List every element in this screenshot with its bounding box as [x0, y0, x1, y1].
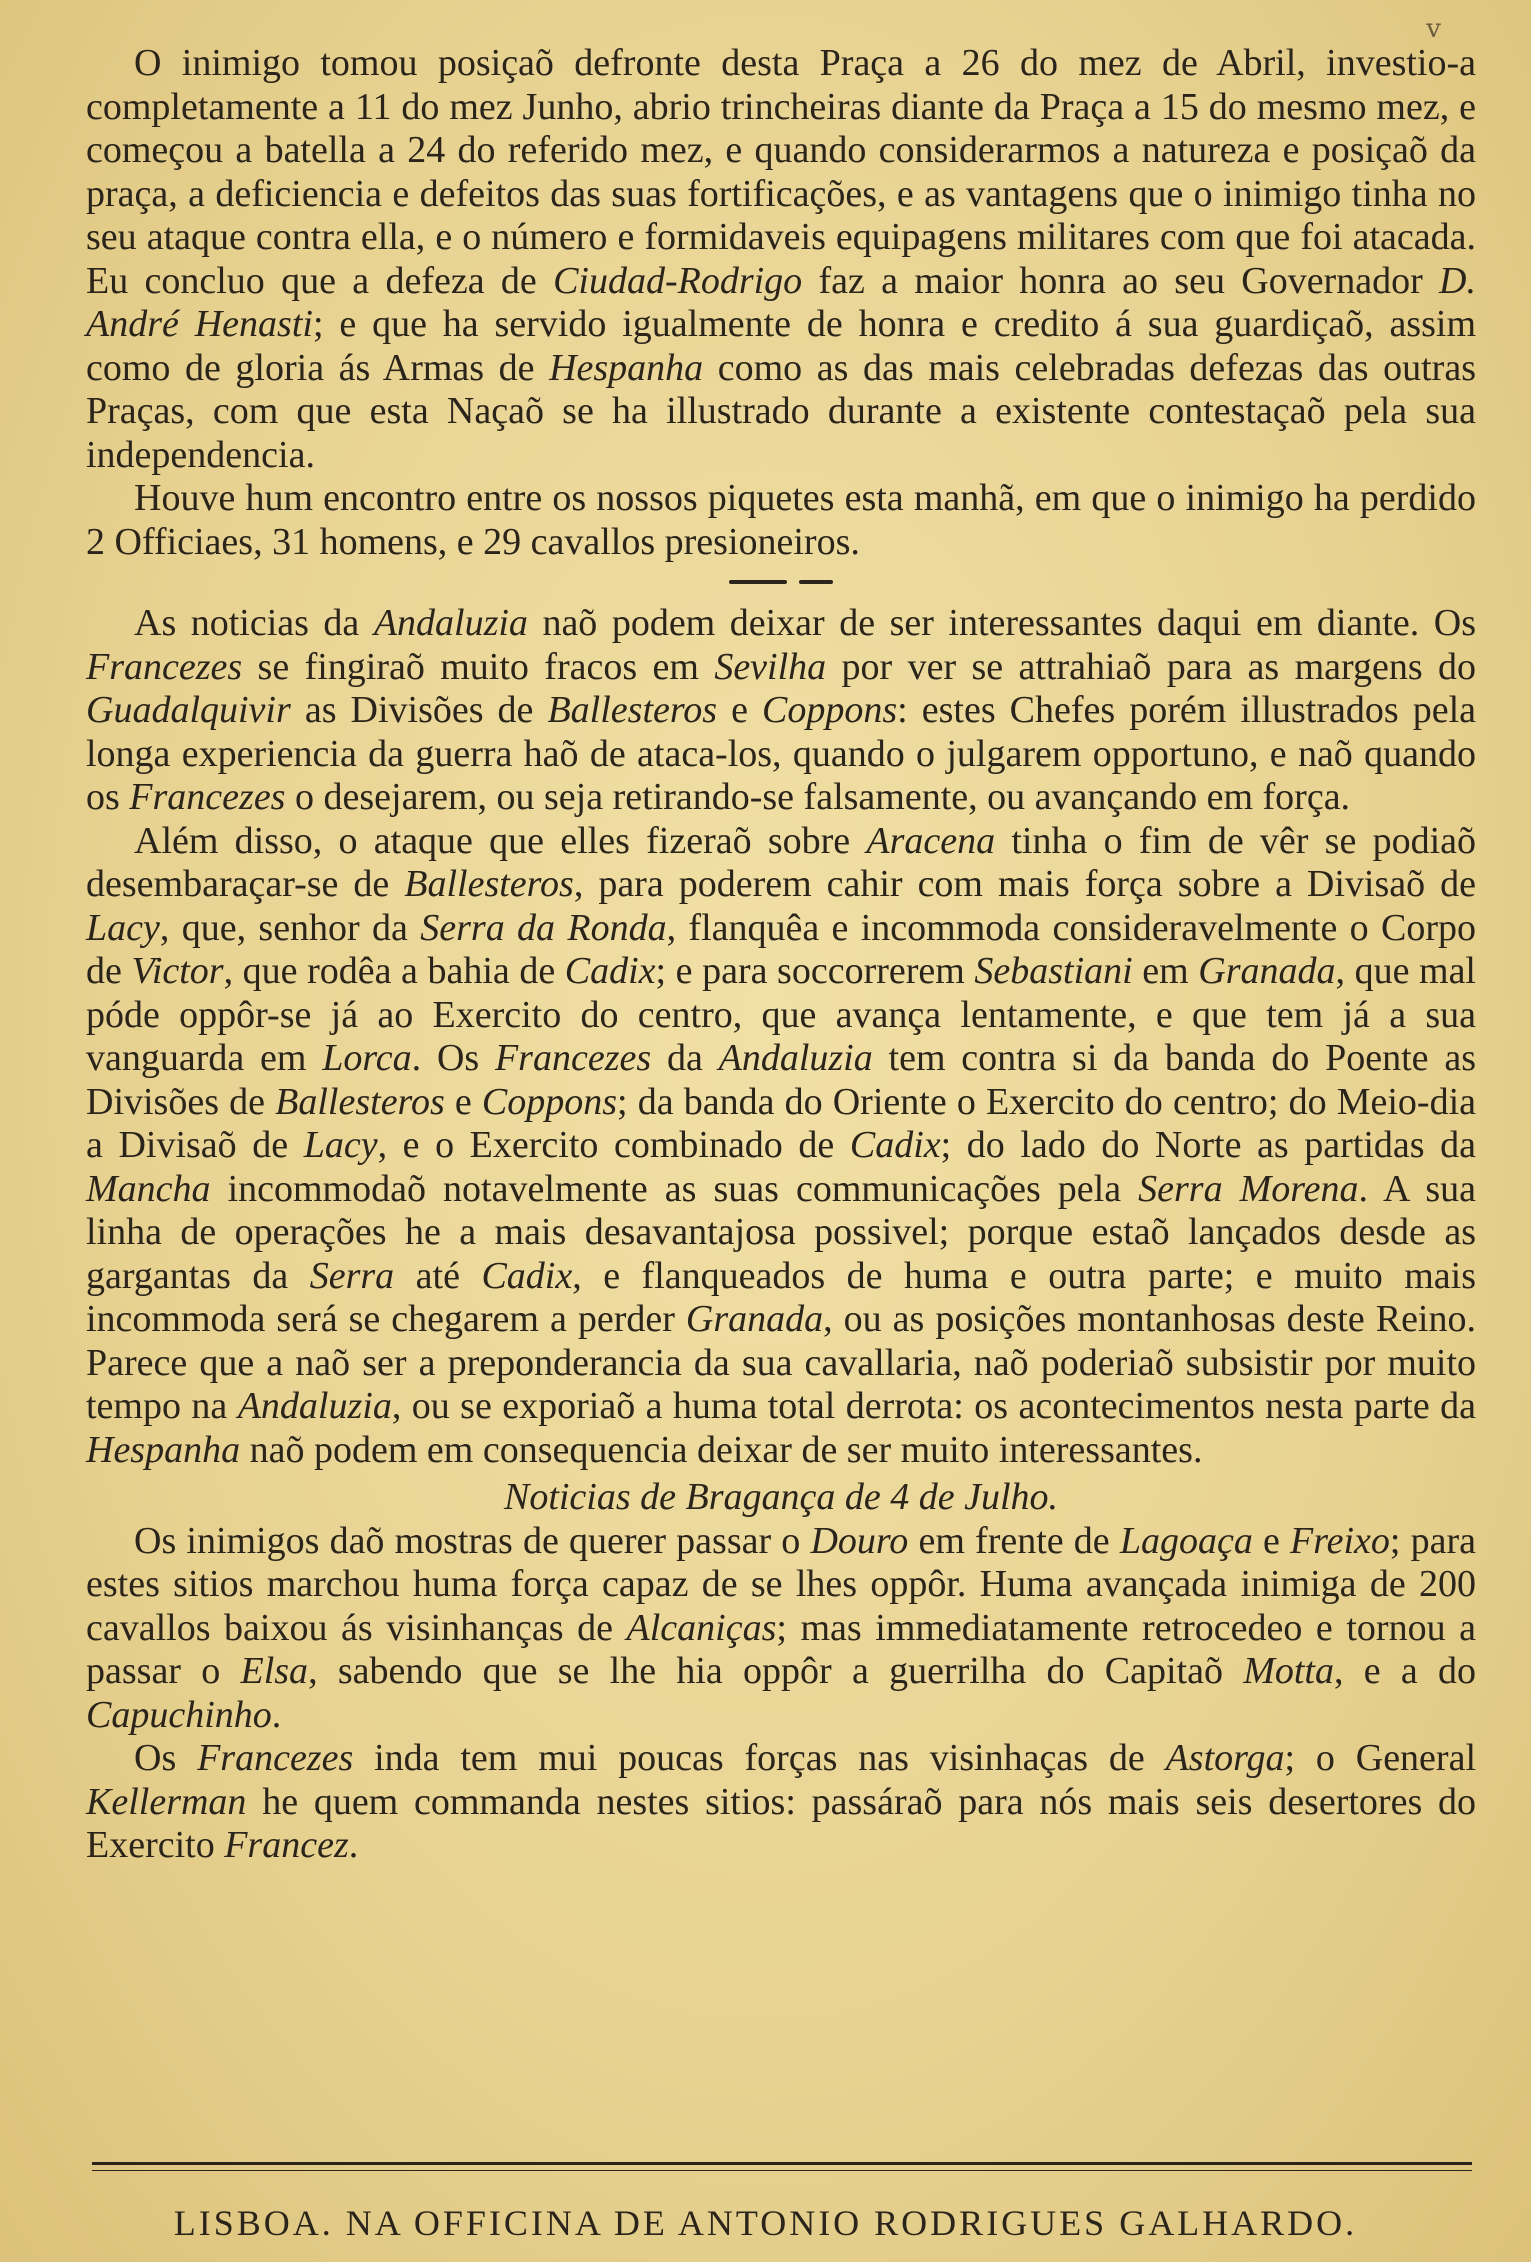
text-run: , que mal póde oppôr-se já ao Exercito do centro, que avança lentamente, e que tem já a sua vanguarda em: [86, 950, 1476, 1079]
italic-name: Granada: [685, 1298, 824, 1340]
bottom-rule-thin: [92, 2170, 1472, 2171]
article-cidade-rodrigo: [86, 42, 1476, 564]
italic-name: Cadix: [564, 950, 656, 992]
text-run: ; para estes sitios marchou huma força capaz de se lhes oppôr. Huma avançada inimiga de 200 cavallos baixou ás visinhanças de: [86, 1519, 1477, 1649]
italic-name: Ciudad-Rodrigo: [553, 259, 803, 302]
text-run: naõ podem deixar de ser interessantes daqui em diante. Os: [527, 602, 1476, 644]
text-run: faz a maior honra ao seu Governador: [802, 259, 1440, 302]
italic-name: Motta: [1243, 1650, 1334, 1692]
corner-mark: v: [1426, 14, 1441, 44]
italic-name: Lacy: [86, 906, 160, 949]
text-run: , e flanqueados de huma e outra parte; e muito mais incommoda será se chegarem a perder: [86, 1254, 1476, 1340]
text-run: , e o Exercito combinado de: [377, 1124, 850, 1166]
italic-name: Serra: [309, 1254, 395, 1297]
text-run: Além disso, o ataque que elles fizeraõ sobre: [134, 819, 867, 862]
imprint-line: LISBOA. NA OFFICINA DE ANTONIO RODRIGUES GALHARDO.: [173, 2203, 1358, 2243]
italic-name: Freixo: [1290, 1519, 1390, 1562]
text-run: , que, senhor da: [159, 906, 421, 949]
subheading-braganca: Noticias de Bragança de 4 de Julho.: [503, 1476, 1059, 1518]
text-run: .: [348, 1824, 359, 1866]
paragraph: [86, 42, 1476, 477]
text-run: , e a do: [1333, 1650, 1477, 1692]
text-run: he quem commanda nestes sitios: passáraõ para nós mais seis desertores do Exercito: [86, 1780, 1476, 1866]
article-andaluzia: [86, 602, 1476, 1472]
text-run: . Os: [411, 1037, 495, 1079]
italic-name: Andaluzia: [718, 1037, 873, 1079]
text-run: Houve hum encontro entre os nossos piquetes esta manhã, em que o inimigo ha perdido 2 Officiaes, 31 homens, e 29 cavallos presioneiros.: [86, 477, 1476, 563]
text-run: Os inimigos daõ mostras de querer passar o: [134, 1519, 811, 1562]
italic-name: Hespanha: [549, 346, 704, 389]
bottom-rule-thick: [92, 2162, 1472, 2165]
italic-name: Kellerman: [86, 1780, 247, 1823]
italic-name: Cadix: [481, 1254, 573, 1297]
italic-name: Alcaniças: [626, 1606, 777, 1649]
italic-name: Ballesteros: [547, 689, 718, 731]
italic-name: Francez: [224, 1824, 349, 1866]
body-text: [86, 42, 1476, 1868]
text-run: O inimigo tomou posiçaõ defronte desta Praça a 26 do mez de Abril, investio-a completamente a 11 do mez Junho, abrio trincheiras diante da Praça a 15 do mesmo mez, e começou a batella a 24 do referido mez, e quando considerarmos a natureza e posiçaõ da praça, a deficiencia e defeitos das suas fortificações, e as vantagens que o inimigo tinha no seu ataque contra ella, e o número e formidaveis equipagens militares com que foi atacada. Eu concluo que a defeza de: [86, 42, 1476, 302]
text-run: inda tem mui poucas forças nas visinhaças de: [353, 1737, 1166, 1779]
article-braganca: [86, 1520, 1476, 1868]
italic-name: Cadix: [849, 1124, 941, 1166]
text-run: por ver se attrahiaõ para as margens do: [826, 645, 1477, 688]
separator-dash: [799, 580, 833, 584]
text-run: e: [717, 689, 762, 731]
text-run: em: [1132, 950, 1199, 992]
text-run: , para poderem cahir com mais força sobre a Divisaõ de: [573, 863, 1476, 905]
text-run: ; do lado do Norte as partidas da: [940, 1124, 1476, 1166]
italic-name: Francezes: [197, 1737, 354, 1779]
text-run: até: [394, 1254, 482, 1297]
text-run: : estes Chefes porém illustrados pela longa experiencia da guerra haõ de ataca-los, quando o julgarem opportuno, e naõ quando os: [86, 689, 1476, 818]
text-run: , flanquêa e incommoda consideravelmente o Corpo de: [86, 906, 1477, 992]
italic-name: Elsa: [240, 1650, 309, 1692]
italic-name: Douro: [810, 1519, 909, 1562]
text-run: .: [271, 1693, 282, 1736]
text-run: incommodaõ notavelmente as suas communicações pela: [210, 1167, 1139, 1210]
text-run: o desejarem, ou seja retirando-se falsamente, ou avançando em força.: [285, 776, 1351, 818]
text-run: . A sua linha de operações he a mais desavantajosa possivel; porque estaõ lançados desde as gargantas da: [86, 1167, 1477, 1297]
italic-name: Coppons: [762, 689, 898, 731]
italic-name: Serra Morena: [1138, 1167, 1359, 1210]
italic-name: Hespanha: [86, 1428, 241, 1471]
italic-name: D. André Henasti: [86, 259, 1476, 345]
text-run: ; mas immediatamente retrocedeo e tornou a passar o: [86, 1606, 1476, 1692]
text-run: , que rodêa a bahia de: [223, 950, 565, 992]
italic-name: Mancha: [86, 1167, 211, 1210]
text-run: e: [444, 1080, 482, 1123]
italic-name: Lagoaça: [1119, 1519, 1253, 1562]
paragraph: [86, 1737, 1476, 1868]
text-run: As noticias da: [134, 602, 374, 644]
italic-name: Lacy: [303, 1124, 378, 1166]
text-run: como as das mais celebradas defezas das outras Praças, com que esta Naçaõ se ha illustrado durante a existente contestaçaõ pela sua independencia.: [86, 346, 1476, 476]
italic-name: Guadalquivir: [86, 689, 291, 731]
text-run: tinha o fim de vêr se podiaõ desembaraçar-se de: [86, 819, 1476, 905]
italic-name: Francezes: [129, 776, 286, 818]
text-run: ; o General: [1284, 1737, 1477, 1779]
text-run: tem contra si da banda do Poente as Divisões de: [86, 1037, 1476, 1123]
separator-dash: [729, 580, 787, 584]
italic-name: Granada: [1198, 950, 1336, 992]
italic-name: Lorca: [322, 1037, 412, 1079]
italic-name: Ballesteros: [404, 863, 574, 905]
paragraph: [86, 477, 1476, 564]
italic-name: Andaluzia: [373, 602, 528, 644]
text-run: , ou se exporiaõ a huma total derrota: os acontecimentos nesta parte da: [391, 1385, 1476, 1427]
italic-name: Andaluzia: [237, 1385, 392, 1427]
italic-name: Sevilha: [714, 645, 827, 688]
italic-name: Aracena: [866, 819, 996, 862]
text-run: as Divisões de: [290, 689, 548, 731]
italic-name: Coppons: [481, 1080, 618, 1123]
italic-name: Francezes: [494, 1037, 652, 1079]
text-run: se fingiraõ muito fracos em: [242, 645, 715, 688]
paragraph: [86, 602, 1476, 820]
text-run: ; e para soccorrerem: [655, 950, 975, 992]
text-run: Os: [134, 1737, 198, 1779]
paragraph: [86, 820, 1476, 1473]
italic-name: Ballesteros: [275, 1080, 445, 1123]
text-run: ; da banda do Oriente o Exercito do centro; do Meio-dia a Divisaõ de: [86, 1080, 1477, 1166]
italic-name: Victor: [131, 950, 224, 992]
text-run: da: [651, 1037, 719, 1079]
text-run: e: [1252, 1519, 1291, 1562]
text-run: , sabendo que se lhe hia oppôr a guerrilha do Capitaõ: [308, 1650, 1244, 1692]
text-run: ; e que ha servido igualmente de honra e credito á sua guardiçaõ, assim como de gloria ás Armas de: [86, 303, 1477, 389]
italic-name: Astorga: [1165, 1737, 1285, 1779]
text-run: naõ podem em consequencia deixar de ser muito interessantes.: [240, 1428, 1203, 1471]
italic-name: Francezes: [86, 645, 243, 688]
paragraph: [86, 1520, 1476, 1738]
italic-name: Serra da Ronda: [420, 906, 667, 949]
italic-name: Capuchinho: [86, 1693, 272, 1736]
italic-name: Sebastiani: [974, 950, 1133, 992]
text-run: em frente de: [908, 1519, 1120, 1562]
text-run: , ou as posições montanhosas deste Reino. Parece que a naõ ser a preponderancia da sua cavallaria, naõ poderiaõ subsistir por muito tempo na: [86, 1298, 1476, 1427]
section-separator: [86, 580, 1476, 584]
